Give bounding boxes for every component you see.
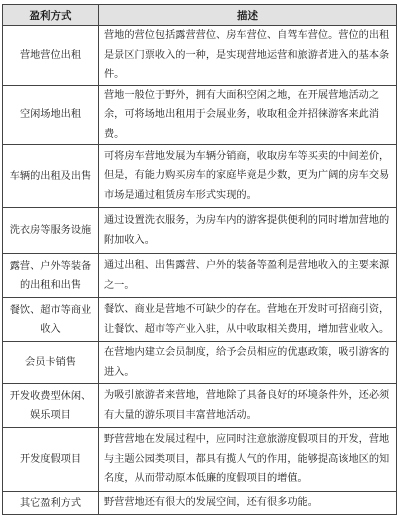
description-cell: 通过设置洗衣服务，为房车内的游客提供便利的同时增加营地的附加收入。	[99, 208, 397, 254]
revenue-methods-table	[2, 4, 397, 515]
table-row	[3, 298, 397, 342]
method-cell: 开发收费型休闲、娱乐项目	[3, 384, 99, 428]
table-row	[3, 384, 397, 428]
description-cell: 野营营地在发展过程中，应同时注意旅游度假项目的开发，营地与主题公园类项目，都具有揽人气的作用，能够提高该地区的知名度，从而带动原本低廉的度假项目的增值。	[99, 428, 397, 492]
description-cell: 营地的营位包括露营营位、房车营位、自驾车营位。营位的出租是景区门票收入的一种，是实现营地运营和旅游者进入的基本条件。	[99, 26, 397, 86]
description-cell: 可将房车营地发展为车辆分销商，收取房车等买卖的中间差价，但是，有能力购买房车的家庭毕竟是少数，更为广阔的房车交易市场是通过租赁房车形式实现的。	[99, 145, 397, 208]
description-cell: 为吸引旅游者来营地，营地除了具备良好的环境条件外，还必须有大量的游乐项目丰富营地活动。	[99, 384, 397, 428]
table-row	[3, 428, 397, 492]
description-cell: 营地一般位于野外，拥有大面积空闲之地，在开展营地活动之余，可将场地出租用于会展业务，收取租金并招徕游客来此消费。	[99, 85, 397, 145]
header-description: 描述	[99, 5, 397, 26]
table-row	[3, 254, 397, 298]
description-cell: 野营营地还有很大的发展空间，还有很多功能。	[99, 492, 397, 515]
method-cell: 会员卡销售	[3, 342, 99, 384]
table-row	[3, 208, 397, 254]
method-cell: 开发度假项目	[3, 428, 99, 492]
table-row	[3, 492, 397, 515]
method-cell: 其它盈利方式	[3, 492, 99, 515]
description-cell: 在营地内建立会员制度，给予会员相应的优惠政策，吸引游客的进入。	[99, 342, 397, 384]
method-cell: 车辆的出租及出售	[3, 145, 99, 208]
header-row	[3, 5, 397, 26]
method-cell: 餐饮、超市等商业收入	[3, 298, 99, 342]
method-cell: 洗衣房等服务设施	[3, 208, 99, 254]
method-cell: 营地营位出租	[3, 26, 99, 86]
method-cell: 露营、户外等装备的出租和出售	[3, 254, 99, 298]
table-row	[3, 26, 397, 86]
method-cell: 空闲场地出租	[3, 85, 99, 145]
table-row	[3, 145, 397, 208]
header-method: 盈利方式	[3, 5, 99, 26]
table-row	[3, 85, 397, 145]
description-cell: 餐饮、商业是营地不可缺少的存在。营地在开发时可招商引资，让餐饮、超市等产业入驻，从中收取相关费用，增加营业收入。	[99, 298, 397, 342]
description-cell: 通过出租、出售露营、户外的装备等盈利是营地收入的主要来源之一。	[99, 254, 397, 298]
table-row	[3, 342, 397, 384]
